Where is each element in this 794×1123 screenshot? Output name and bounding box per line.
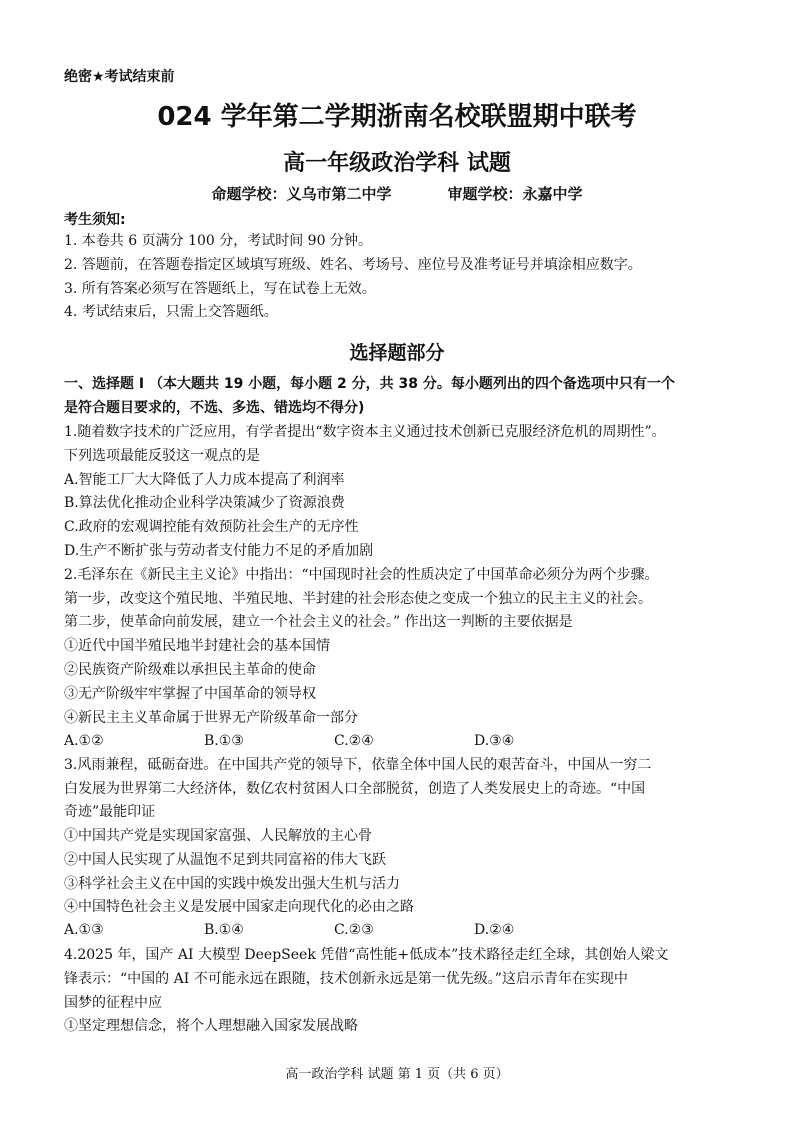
q1-stem: 1.随着数字技术的广泛应用，有学者提出“数字资本主义通过技术创新已克服经济危机的周期性”。: [64, 424, 666, 440]
q2-option-a: A.①②: [64, 733, 104, 749]
exam-title: 024 学年第二学期浙南名校联盟期中联考: [157, 102, 637, 132]
q3-stem: 奇迹”最能印证: [64, 804, 156, 820]
q3-option-a: A.①③: [64, 922, 104, 938]
q2-option-c: C.②④: [334, 733, 374, 749]
exam-subtitle: 高一年级政治学科 试题: [283, 151, 511, 176]
confidential-label: 绝密★考试结束前: [64, 69, 175, 85]
section-title: 选择题部分: [349, 342, 445, 364]
reviewer-school: 审题学校：永嘉中学: [447, 185, 583, 203]
notice-item: 4. 考试结束后，只需上交答题纸。: [64, 304, 278, 320]
q4-stem: 锋表示：“中国的 AI 不可能永远在跟随，技术创新永远是第一优先级。”这启示青年在实现中: [64, 971, 628, 987]
school-info: [0, 183, 794, 204]
q2-option-d: D.③④: [474, 733, 515, 749]
q3-statement: ①中国共产党是实现国家富强、人民解放的主心骨: [64, 828, 372, 844]
setter-school: 命题学校：义乌市第二中学: [211, 185, 392, 203]
q2-stem: 2.毛泽东在《新民主主义论》中指出：“中国现时社会的性质决定了中国革命必须分为两个步骤。: [64, 567, 659, 583]
notice-heading: 考生须知:: [64, 212, 126, 228]
q2-stem: 第二步，使革命向前发展，建立一个社会主义的社会。” 作出这一判断的主要依据是: [64, 614, 573, 630]
q3-stem: 白发展为世界第二大经济体，数亿农村贫困人口全部脱贫，创造了人类发展史上的奇迹。“中国: [64, 781, 646, 797]
q3-statement: ④中国特色社会主义是发展中国家走向现代化的必由之路: [64, 899, 414, 915]
section-instruction: 一、选择题 I （本大题共 19 小题，每小题 2 分，共 38 分。每小题列出的四个备选项中只有一个: [64, 376, 675, 392]
q2-statement: ④新民主主义革命属于世界无产阶级革命一部分: [64, 710, 358, 726]
q2-statement: ①近代中国半殖民地半封建社会的基本国情: [64, 638, 330, 654]
q2-stem: 第一步，改变这个殖民地、半殖民地、半封建的社会形态使之变成一个独立的民主主义的社会。: [64, 591, 652, 607]
q3-statement: ②中国人民实现了从温饱不足到共同富裕的伟大飞跃: [64, 852, 386, 868]
q3-stem: 3.风雨兼程，砥砺奋进。在中国共产党的领导下，依靠全体中国人民的艰苦奋斗，中国从一穷二: [64, 757, 652, 773]
page-footer: 高一政治学科 试题 第 1 页（共 6 页）: [285, 1067, 509, 1082]
q4-stem: 国梦的征程中应: [64, 995, 162, 1011]
q3-option-b: B.①④: [204, 922, 244, 938]
q1-stem: 下列选项最能反驳这一观点的是: [64, 448, 260, 464]
q1-option-b: B.算法优化推动企业科学决策减少了资源浪费: [64, 495, 345, 511]
notice-item: 1. 本卷共 6 页满分 100 分，考试时间 90 分钟。: [64, 233, 372, 249]
q1-option-d: D.生产不断扩张与劳动者支付能力不足的矛盾加剧: [64, 543, 374, 559]
notice-item: 2. 答题前，在答题卷指定区域填写班级、姓名、考场号、座位号及准考证号并填涂相应数字。: [64, 257, 642, 273]
q3-option-c: C.②③: [334, 922, 374, 938]
q2-statement: ③无产阶级牢牢掌握了中国革命的领导权: [64, 686, 316, 702]
q4-statement: ①坚定理想信念，将个人理想融入国家发展战略: [64, 1018, 358, 1034]
q1-option-c: C.政府的宏观调控能有效预防社会生产的无序性: [64, 519, 359, 535]
q2-statement: ②民族资产阶级难以承担民主革命的使命: [64, 662, 316, 678]
q4-stem: 4.2025 年，国产 AI 大模型 DeepSeek 凭借“高性能+低成本”技术路径走红全球，其创始人梁文: [64, 947, 669, 963]
q3-statement: ③科学社会主义在中国的实践中焕发出强大生机与活力: [64, 876, 400, 892]
q3-option-d: D.②④: [474, 922, 515, 938]
notice-item: 3. 所有答案必须写在答题纸上，写在试卷上无效。: [64, 281, 376, 297]
q2-option-b: B.①③: [204, 733, 244, 749]
q1-option-a: A.智能工厂大大降低了人力成本提高了利润率: [64, 472, 345, 488]
section-instruction: 是符合题目要求的，不选、多选、错选均不得分): [64, 400, 365, 416]
